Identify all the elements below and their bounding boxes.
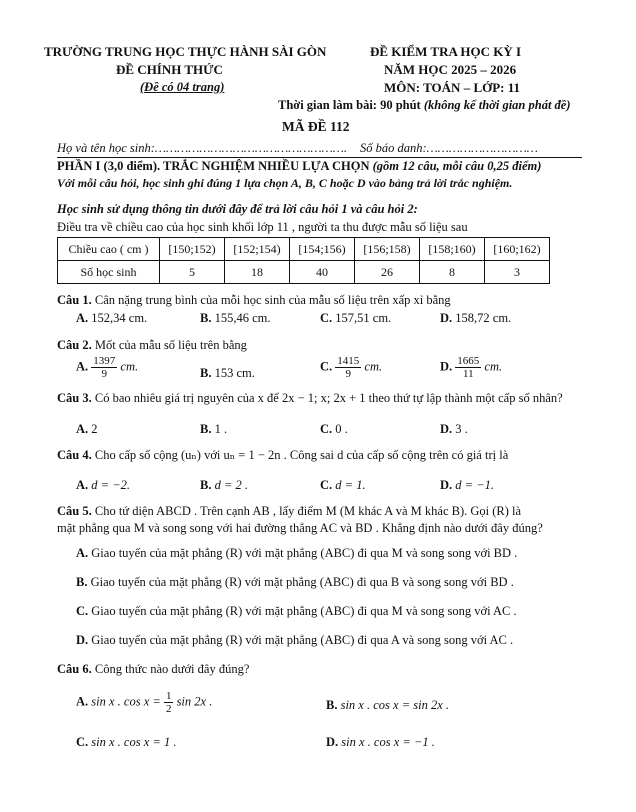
option-value: Giao tuyến của mặt phẳng (R) với mặt phẳng (ABC) đi qua M và song song với BD . <box>91 546 518 560</box>
q1-option-c <box>320 311 391 326</box>
table-cell: 3 <box>485 261 550 284</box>
q3-option-b <box>200 422 227 437</box>
frequency-table <box>57 237 550 284</box>
question-text: Cho cấp số cộng (uₙ) với uₙ = 1 − 2n . Công sai d của cấp số cộng trên có giá trị là <box>94 448 509 462</box>
divider-line <box>57 157 582 158</box>
student-name-field: Họ và tên học sinh:……………………………………………. <box>57 141 347 155</box>
time-note: (không kể thời gian phát đề) <box>423 98 571 112</box>
q3-option-a <box>76 422 98 437</box>
table-cell: [154;156) <box>290 238 355 261</box>
question-label: Câu 4. <box>57 448 92 462</box>
q3-option-d <box>440 422 468 437</box>
numerator: 1665 <box>457 355 480 367</box>
q5-option-b <box>76 575 514 590</box>
option-letter: A. <box>76 546 89 560</box>
table-cell: [158;160) <box>420 238 485 261</box>
option-letter: A. <box>76 359 89 374</box>
fraction <box>164 690 174 715</box>
subject-grade: MÔN: TOÁN – LỚP: 11 <box>384 80 521 95</box>
formula-right: sin 2x . <box>176 694 213 709</box>
question-label: Câu 1. <box>57 293 92 307</box>
q4-option-a <box>76 478 130 493</box>
option-value: d = 1. <box>335 478 366 492</box>
option-value: 3 . <box>455 422 468 436</box>
option-letter: B. <box>76 575 88 589</box>
option-letter: C. <box>320 478 333 492</box>
q6-option-a <box>76 690 212 715</box>
question-label: Câu 2. <box>57 338 92 352</box>
option-value: d = 2 . <box>214 478 249 492</box>
part1-title-text: PHẦN I (3,0 điểm). TRẮC NGHIỆM NHIỀU LỰA CHỌN <box>57 159 370 173</box>
option-value: 153 cm. <box>214 366 255 380</box>
option-letter: A. <box>76 694 89 709</box>
q5-option-d <box>76 633 513 648</box>
question-1 <box>57 293 451 308</box>
official-label: ĐỀ CHÍNH THỨC <box>116 62 223 77</box>
part1-title-note: (gồm 12 câu, mỗi câu 0,25 điểm) <box>372 159 542 173</box>
school-name: TRƯỜNG TRUNG HỌC THỰC HÀNH SÀI GÒN <box>44 44 327 59</box>
info-use-note: Học sinh sử dụng thông tin dưới đây để trả lời câu hỏi 1 và câu hỏi 2: <box>57 202 418 216</box>
student-id-field: Số báo danh:………………………… <box>360 141 538 155</box>
option-letter: C. <box>320 311 333 325</box>
option-value: Giao tuyến của mặt phẳng (R) với mặt phẳng (ABC) đi qua A và song song với AC . <box>91 633 514 647</box>
unit: cm. <box>484 359 503 374</box>
option-value: d = −2. <box>91 478 131 492</box>
option-letter: C. <box>320 359 333 374</box>
option-letter: B. <box>200 422 212 436</box>
table-cell: 40 <box>290 261 355 284</box>
question-label: Câu 3. <box>57 391 92 405</box>
question-2 <box>57 338 247 353</box>
table-cell: Số học sinh <box>58 261 160 284</box>
option-letter: A. <box>76 478 89 492</box>
table-cell: 26 <box>355 261 420 284</box>
table-row <box>58 261 550 284</box>
q2-option-b <box>200 366 255 381</box>
option-letter: D. <box>76 633 89 647</box>
q2-option-c <box>320 355 382 380</box>
survey-text: Điều tra về chiều cao của học sinh khối lớp 11 , người ta thu được mẫu số liệu sau <box>57 220 468 234</box>
table-cell: 5 <box>160 261 225 284</box>
option-letter: B. <box>200 311 212 325</box>
option-value: 0 . <box>335 422 348 436</box>
denominator: 2 <box>165 703 172 715</box>
time-line <box>278 98 571 113</box>
option-value: 158,72 cm. <box>455 311 512 325</box>
question-label: Câu 5. <box>57 504 92 518</box>
option-letter: C. <box>76 735 89 749</box>
table-cell: [156;158) <box>355 238 420 261</box>
q5-option-c <box>76 604 517 619</box>
numerator: 1 <box>165 690 172 702</box>
denominator: 9 <box>345 368 352 380</box>
option-letter: A. <box>76 311 89 325</box>
question-5 <box>57 504 521 519</box>
exam-title: ĐỀ KIỂM TRA HỌC KỲ I <box>370 44 522 59</box>
unit: cm. <box>120 359 139 374</box>
q1-option-b <box>200 311 271 326</box>
question-text: Cân nặng trung bình của mỗi học sinh của mẫu số liệu trên xấp xỉ bằng <box>94 293 451 307</box>
exam-code: MÃ ĐỀ 112 <box>282 119 350 134</box>
question-5-cont: mặt phẳng qua M và song song với hai đường thẳng AC và BD . Khẳng định nào dưới đây đúng? <box>57 521 543 535</box>
option-value: 157,51 cm. <box>335 311 392 325</box>
option-value: sin x . cos x = −1 . <box>341 735 435 749</box>
option-letter: C. <box>320 422 333 436</box>
question-text: Mốt của mẫu số liệu trên bằng <box>94 338 247 352</box>
q6-option-c <box>76 735 176 750</box>
option-value: 1 . <box>214 422 228 436</box>
question-text: Có bao nhiêu giá trị nguyên của x để 2x − 1; x; 2x + 1 theo thứ tự lập thành một cấp số nhân? <box>94 391 563 405</box>
school-year: NĂM HỌC 2025 – 2026 <box>384 62 517 77</box>
q6-option-b <box>326 698 449 713</box>
option-letter: D. <box>440 478 453 492</box>
time-duration: Thời gian làm bài: 90 phút <box>278 98 421 112</box>
option-letter: D. <box>440 311 453 325</box>
table-cell: [152;154) <box>225 238 290 261</box>
option-value: Giao tuyến của mặt phẳng (R) với mặt phẳng (ABC) đi qua B và song song với BD . <box>90 575 514 589</box>
table-cell: [150;152) <box>160 238 225 261</box>
option-letter: B. <box>200 478 212 492</box>
option-letter: D. <box>440 422 453 436</box>
option-letter: A. <box>76 422 89 436</box>
option-letter: B. <box>326 698 338 712</box>
part1-instruction: Với mỗi câu hỏi, học sinh ghi đúng 1 lựa chọn A, B, C hoặc D vào bảng trả lời trắc nghiệm. <box>57 176 513 190</box>
q4-option-b <box>200 478 248 493</box>
page-count: (Đề có 04 trang) <box>140 80 225 94</box>
table-cell: 8 <box>420 261 485 284</box>
q5-option-a <box>76 546 517 561</box>
question-6 <box>57 662 249 677</box>
option-letter: D. <box>326 735 339 749</box>
q3-option-c <box>320 422 348 437</box>
numerator: 1397 <box>93 355 116 367</box>
option-value: 2 <box>91 422 98 436</box>
q6-option-d <box>326 735 435 750</box>
option-value: d = −1. <box>455 478 495 492</box>
option-value: sin x . cos x = sin 2x . <box>340 698 450 712</box>
option-letter: D. <box>440 359 453 374</box>
unit: cm. <box>364 359 383 374</box>
question-text: Cho tứ diện ABCD . Trên cạnh AB , lấy điểm M (M khác A và M khác B). Gọi (R) là <box>94 504 522 518</box>
question-label: Câu 6. <box>57 662 92 676</box>
fraction <box>455 355 481 380</box>
option-value: 155,46 cm. <box>214 311 271 325</box>
table-header-row <box>58 238 550 261</box>
table-cell: 18 <box>225 261 290 284</box>
table-cell: [160;162) <box>485 238 550 261</box>
q4-option-d <box>440 478 494 493</box>
option-value: sin x . cos x = 1 . <box>91 735 177 749</box>
part1-title <box>57 159 541 174</box>
fraction <box>335 355 361 380</box>
option-value: Giao tuyến của mặt phẳng (R) với mặt phẳng (ABC) đi qua M và song song với AC . <box>91 604 517 618</box>
option-value: 152,34 cm. <box>91 311 148 325</box>
option-letter: B. <box>200 366 212 380</box>
denominator: 11 <box>462 368 474 380</box>
q2-option-a <box>76 355 138 380</box>
question-4 <box>57 447 508 463</box>
numerator: 1415 <box>337 355 360 367</box>
q4-option-c <box>320 478 366 493</box>
q1-option-a <box>76 311 147 326</box>
option-letter: C. <box>76 604 89 618</box>
question-text: Công thức nào dưới đây đúng? <box>94 662 250 676</box>
denominator: 9 <box>101 368 108 380</box>
fraction <box>91 355 117 380</box>
q1-option-d <box>440 311 511 326</box>
q2-option-d <box>440 355 502 380</box>
table-cell: Chiều cao ( cm ) <box>58 238 160 261</box>
question-3 <box>57 391 563 406</box>
formula-left: sin x . cos x = <box>91 694 161 709</box>
